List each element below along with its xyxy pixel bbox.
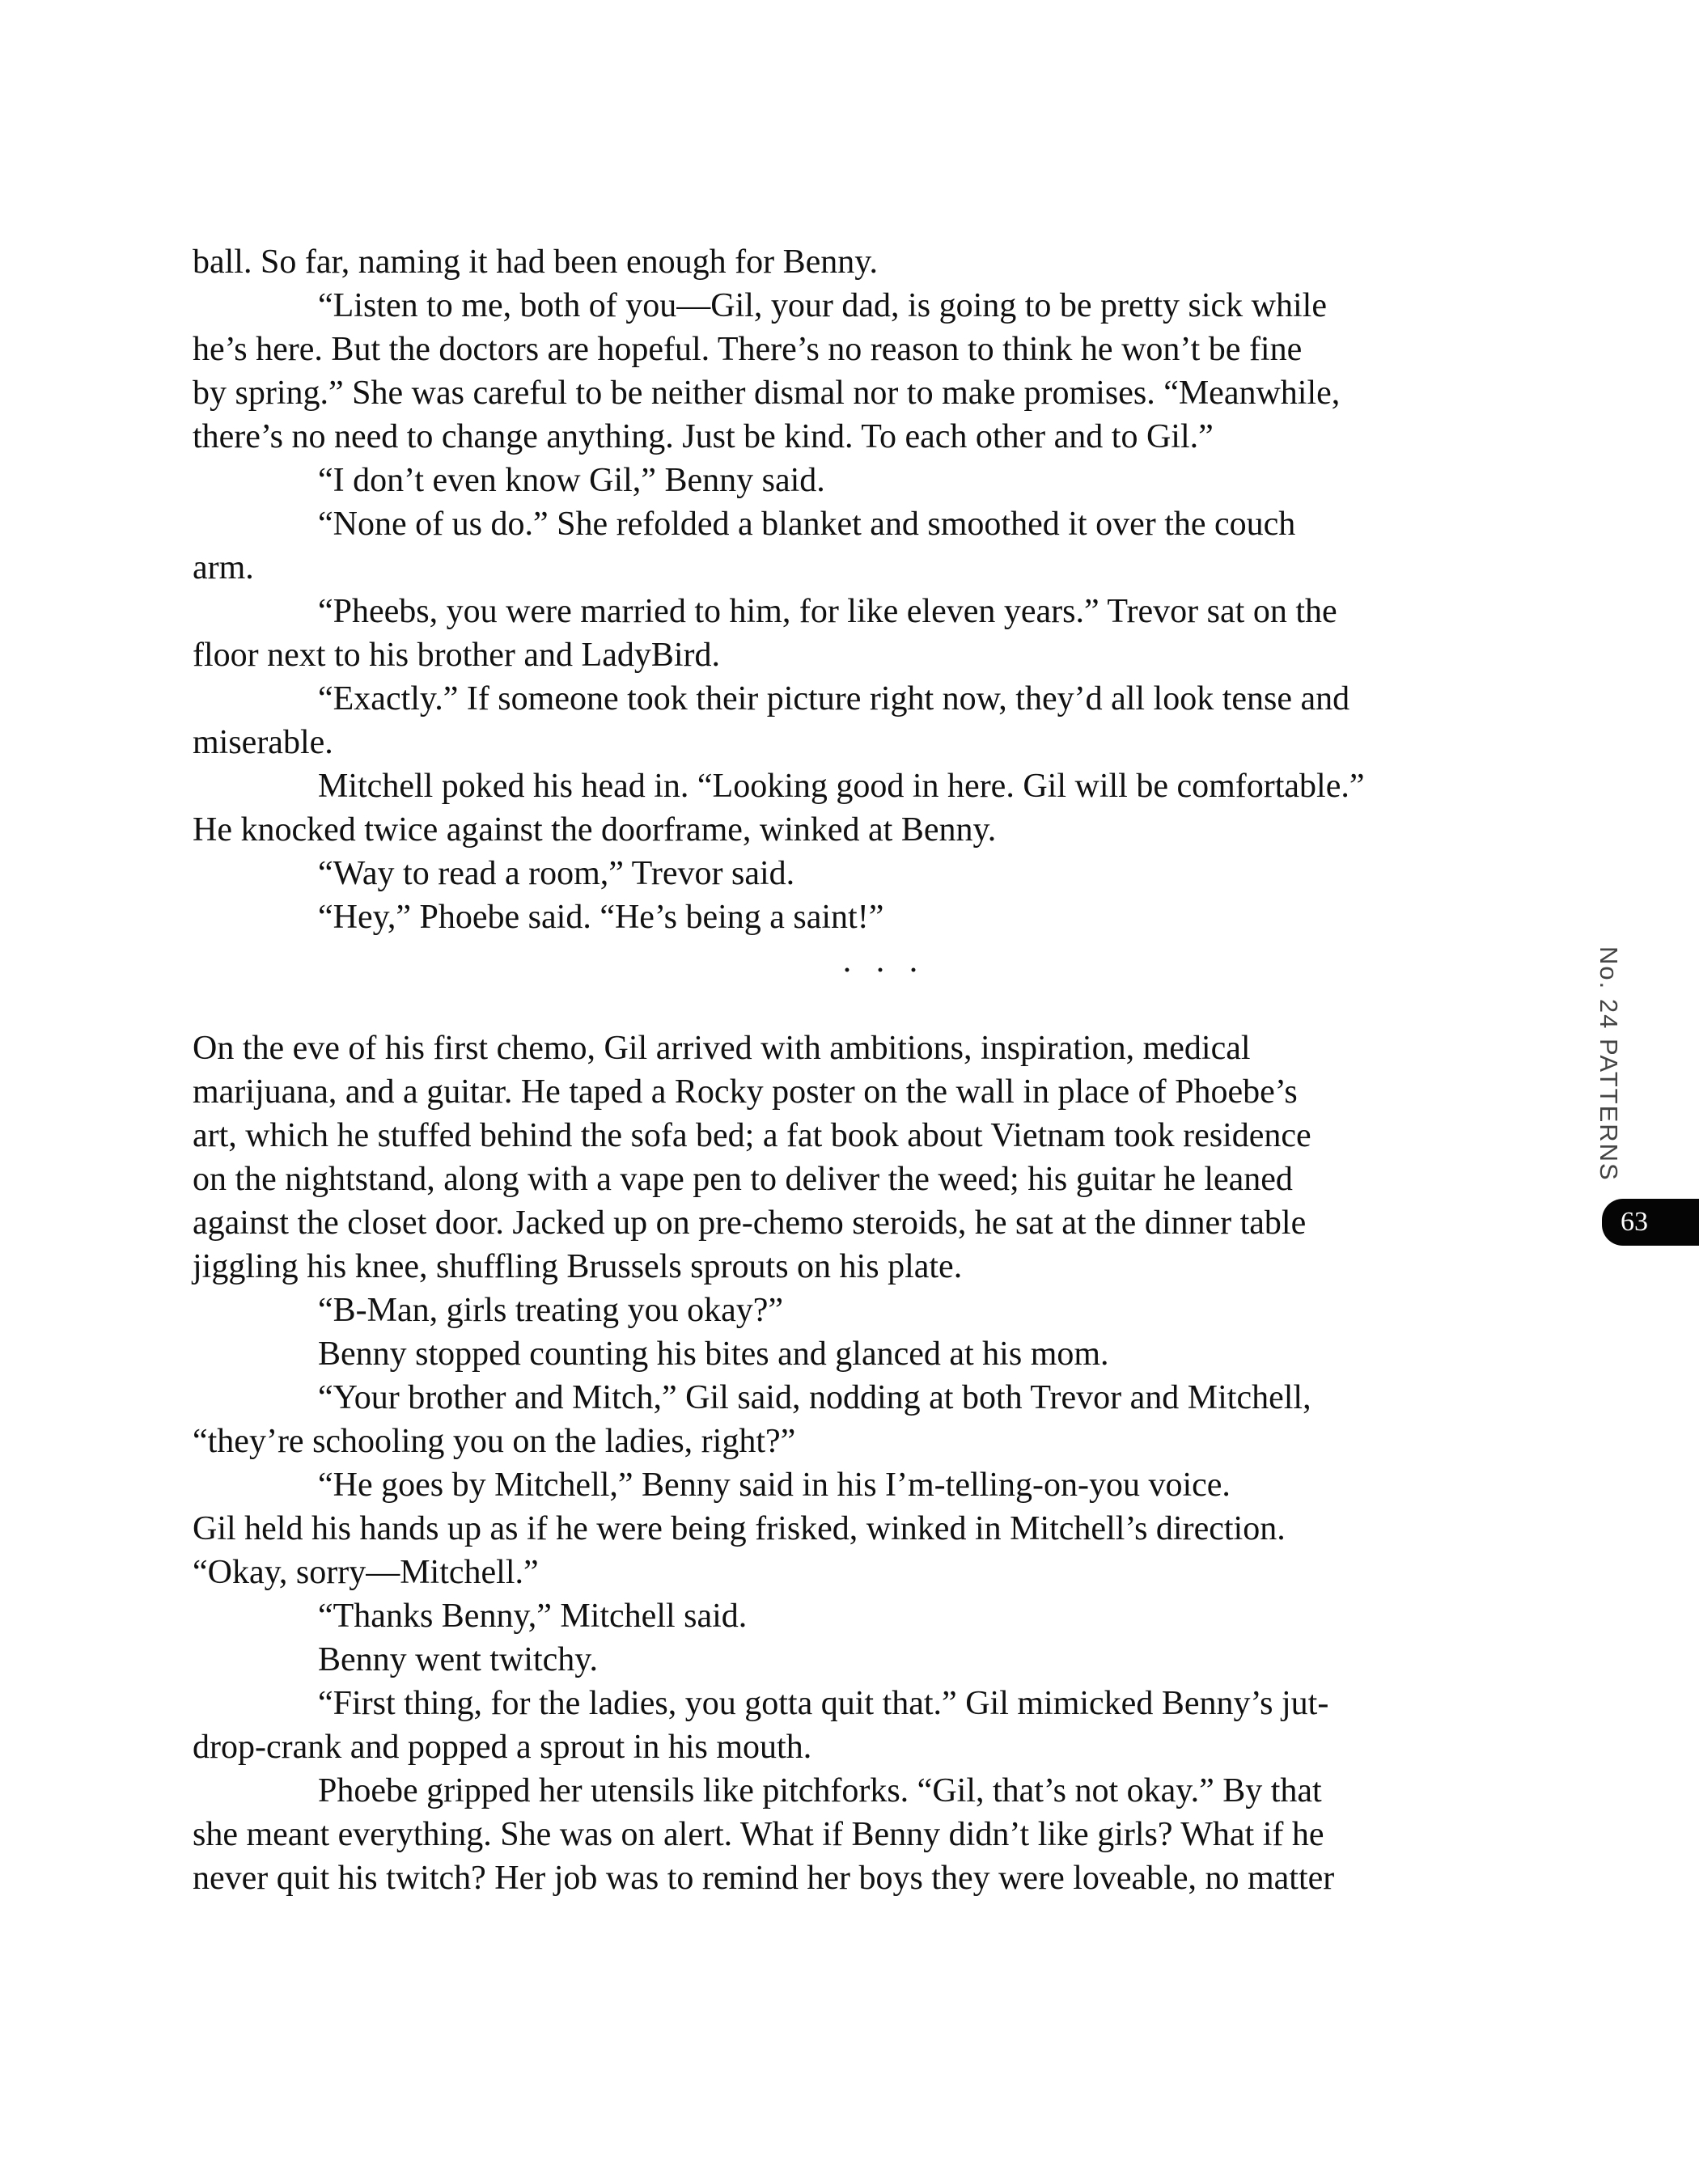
text-line: “None of us do.” She refolded a blanket and smoothed it over the couch bbox=[318, 506, 1296, 543]
text-line: arm. bbox=[193, 549, 254, 586]
text-line: Phoebe gripped her utensils like pitchforks. “Gil, that’s not okay.” By that bbox=[318, 1772, 1322, 1809]
body-text bbox=[193, 240, 1455, 1900]
text-line: “Hey,” Phoebe said. “He’s being a saint!” bbox=[318, 899, 884, 936]
text-line: Benny went twitchy. bbox=[318, 1641, 599, 1678]
text-line: Gil held his hands up as if he were being frisked, winked in Mitchell’s direction. bbox=[193, 1510, 1286, 1547]
text-line: “First thing, for the ladies, you gotta quit that.” Gil mimicked Benny’s jut- bbox=[318, 1685, 1329, 1722]
text-line: never quit his twitch? Her job was to remind her boys they were loveable, no matter bbox=[193, 1860, 1335, 1897]
text-line: Mitchell poked his head in. “Looking good in here. Gil will be comfortable.” bbox=[318, 768, 1365, 805]
text-line: he’s here. But the doctors are hopeful. There’s no reason to think he won’t be fine bbox=[193, 331, 1303, 368]
text-line: “they’re schooling you on the ladies, right?” bbox=[193, 1423, 796, 1460]
text-line: “He goes by Mitchell,” Benny said in his I’m-telling-on-you voice. bbox=[318, 1467, 1231, 1504]
text-line: “B-Man, girls treating you okay?” bbox=[318, 1292, 783, 1329]
text-line: jiggling his knee, shuffling Brussels sprouts on his plate. bbox=[193, 1248, 963, 1285]
text-line: by spring.” She was careful to be neither dismal nor to make promises. “Meanwhile, bbox=[193, 375, 1341, 412]
text-line: “Way to read a room,” Trevor said. bbox=[318, 855, 795, 892]
running-head bbox=[1587, 946, 1636, 1182]
text-line: miserable. bbox=[193, 724, 333, 761]
section-break: . . . bbox=[842, 942, 926, 980]
text-line: art, which he stuffed behind the sofa bed; a fat book about Vietnam took residence bbox=[193, 1117, 1311, 1154]
text-line: On the eve of his first chemo, Gil arrived with ambitions, inspiration, medical bbox=[193, 1030, 1251, 1067]
text-line: “Exactly.” If someone took their picture right now, they’d all look tense and bbox=[318, 680, 1350, 717]
page-number-tab bbox=[1602, 1199, 1699, 1246]
text-line: “Listen to me, both of you—Gil, your dad, is going to be pretty sick while bbox=[318, 287, 1327, 324]
text-line: Benny stopped counting his bites and glanced at his mom. bbox=[318, 1335, 1109, 1373]
text-line: on the nightstand, along with a vape pen to deliver the weed; his guitar he leaned bbox=[193, 1161, 1293, 1198]
text-line: “Your brother and Mitch,” Gil said, nodding at both Trevor and Mitchell, bbox=[318, 1379, 1311, 1416]
text-line: marijuana, and a guitar. He taped a Rocky poster on the wall in place of Phoebe’s bbox=[193, 1073, 1298, 1111]
text-line: “Thanks Benny,” Mitchell said. bbox=[318, 1598, 748, 1635]
text-line: He knocked twice against the doorframe, winked at Benny. bbox=[193, 811, 997, 849]
running-head-text: No. 24 PATTERNS bbox=[1595, 946, 1623, 1182]
page-number: 63 bbox=[1621, 1207, 1648, 1237]
text-line: ball. So far, naming it had been enough for Benny. bbox=[193, 243, 879, 281]
blank-line bbox=[193, 983, 1455, 1026]
text-line: she meant everything. She was on alert. What if Benny didn’t like girls? What if he bbox=[193, 1816, 1324, 1853]
text-line: against the closet door. Jacked up on pre-chemo steroids, he sat at the dinner table bbox=[193, 1204, 1307, 1242]
text-line: floor next to his brother and LadyBird. bbox=[193, 637, 721, 674]
text-line: there’s no need to change anything. Just be kind. To each other and to Gil.” bbox=[193, 418, 1214, 455]
text-line: “Pheebs, you were married to him, for like eleven years.” Trevor sat on the bbox=[318, 593, 1337, 630]
text-line: drop-crank and popped a sprout in his mouth. bbox=[193, 1729, 812, 1766]
text-line: “Okay, sorry—Mitchell.” bbox=[193, 1554, 539, 1591]
text-line: “I don’t even know Gil,” Benny said. bbox=[318, 462, 825, 499]
